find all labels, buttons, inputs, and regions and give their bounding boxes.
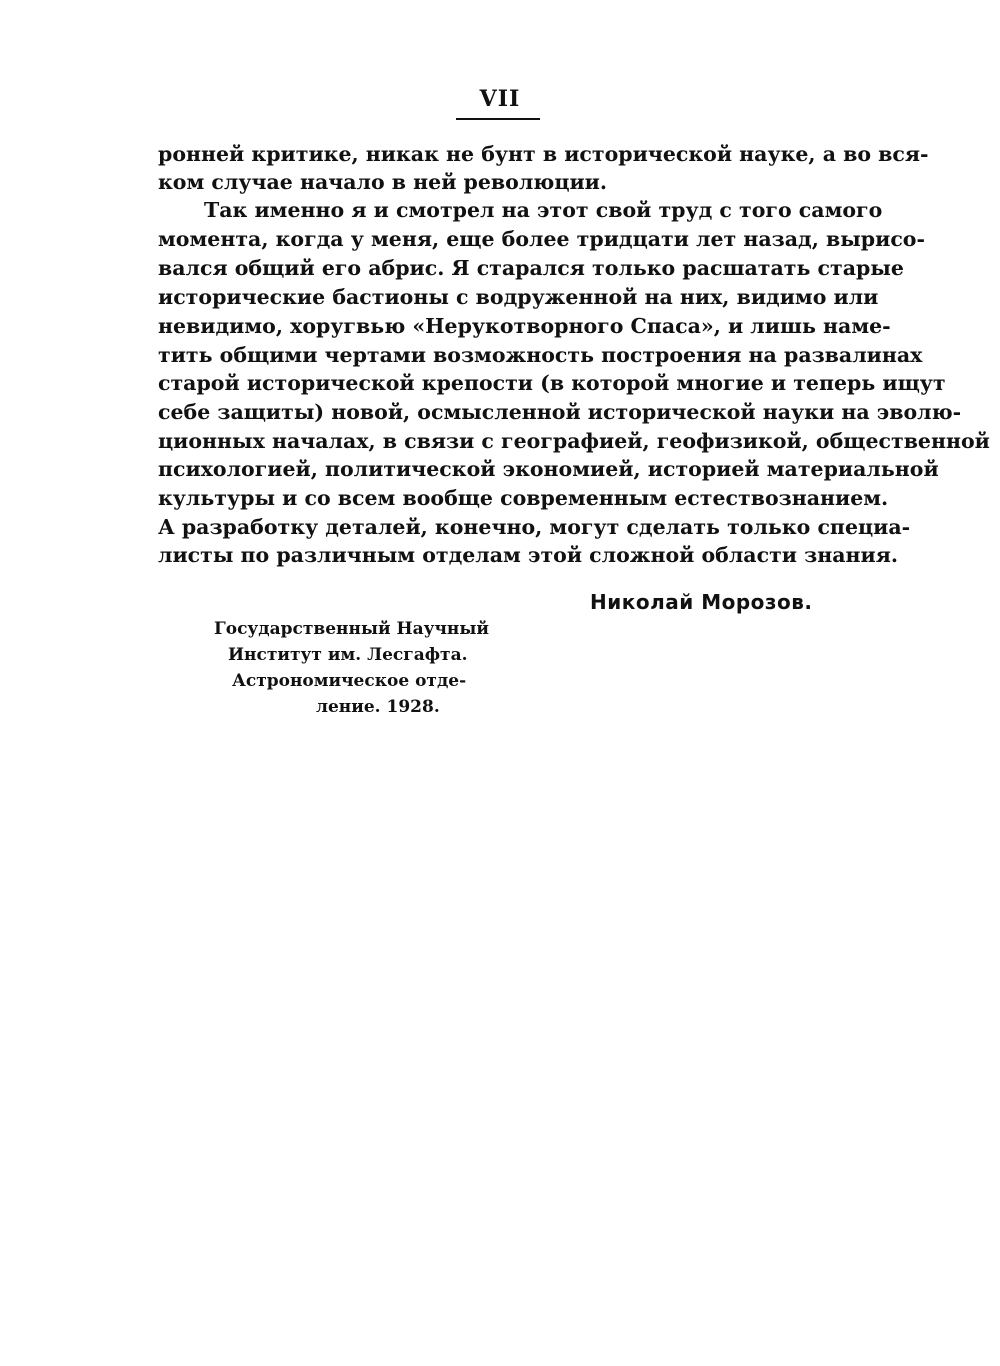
text-line: исторические бастионы с водруженной на них, видимо или [158, 285, 879, 309]
text-line: старой исторической крепости (в которой многие и теперь ищут [158, 371, 946, 395]
author-affiliation [212, 616, 490, 720]
text-line: ционных началах, в связи с географией, геофизикой, общественной [158, 429, 990, 453]
affiliation-line: ление. 1928. [316, 697, 440, 717]
text-line: ронней критике, никак не бунт в исторической науке, а во вся- [158, 142, 929, 166]
text-line: себе защиты) новой, осмысленной исторической науки на эволю- [158, 400, 962, 424]
author-signature: Николай Морозов. [590, 590, 813, 614]
text-line: культуры и со всем вообще современным естествознанием. [158, 486, 889, 510]
text-line: вался общий его абрис. Я старался только расшатать старые [158, 256, 904, 280]
text-line: психологией, политической экономией, историей материальной [158, 457, 939, 481]
text-line: момента, когда у меня, еще более тридцати лет назад, вырисо- [158, 227, 925, 251]
page-number-rule [456, 118, 540, 120]
affiliation-line: Астрономическое отде- [232, 671, 467, 691]
text-line: тить общими чертами возможность построения на развалинах [158, 343, 923, 367]
page-number: VII [479, 86, 521, 112]
affiliation-line: Институт им. Лесгафта. [228, 645, 468, 665]
affiliation-line: Государственный Научный [214, 619, 490, 639]
text-line: ком случае начало в ней революции. [158, 170, 608, 194]
text-line: листы по различным отделам этой сложной области знания. [158, 543, 898, 567]
text-line: Так именно я и смотрел на этот свой труд с того самого [204, 198, 883, 222]
text-line: невидимо, хоругвью «Нерукотворного Спаса», и лишь наме- [158, 314, 891, 338]
text-line: А разработку деталей, конечно, могут сделать только специа- [158, 515, 911, 539]
